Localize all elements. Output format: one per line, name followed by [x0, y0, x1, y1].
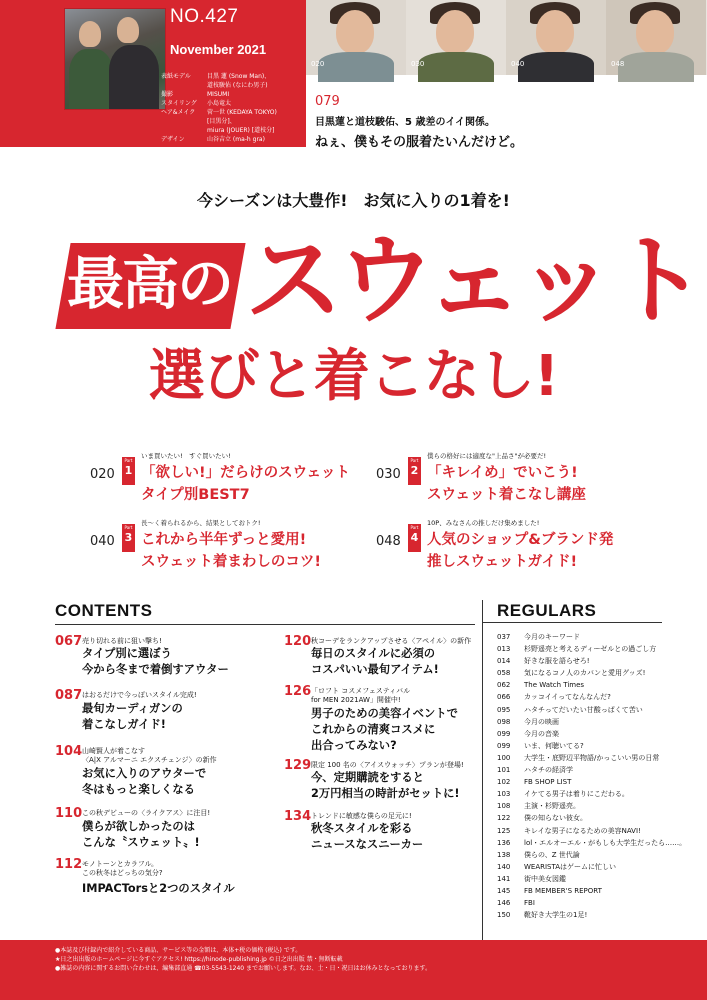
photo-number: 020	[311, 60, 325, 68]
cover-thumbnail	[64, 8, 166, 110]
contents-page: 067	[55, 634, 83, 649]
contents-title-line: 出合ってみない?	[311, 739, 397, 752]
part-1[interactable]	[90, 451, 380, 501]
contents-title-line: タイプ別に選ぼう	[82, 647, 172, 660]
feature-title-b: スウェット	[245, 224, 702, 338]
photo-strip	[306, 0, 707, 75]
photo-040	[506, 0, 606, 75]
contents-lead: トレンドに敏感な僕らの足元に!	[311, 812, 412, 820]
credit-value: 小島竜太	[207, 100, 232, 107]
regulars-heading: REGULARS	[497, 601, 597, 620]
credit-value: 菅一世 (KEDAYA TOKYO)	[207, 109, 277, 116]
contents-page: 129	[284, 758, 312, 773]
contents-rule	[55, 624, 475, 625]
credit-value: [目黒分]、	[207, 118, 236, 125]
part-4[interactable]	[376, 518, 676, 568]
credit-key	[161, 81, 201, 90]
regular-item[interactable]: 103 イケてる男子は着りにこだわる。	[497, 790, 629, 799]
contents-lead: for MEN 2021AW」開催中!	[311, 696, 401, 704]
regular-item[interactable]: 102 FB SHOP LIST	[497, 778, 572, 787]
contents-heading: CONTENTS	[55, 601, 153, 620]
regular-item[interactable]: 062 The Watch Times	[497, 681, 585, 690]
credit-value: MISUMI	[207, 91, 230, 98]
part-badge: Part 2	[408, 457, 421, 485]
contents-title-line: 2万円相当の時計がセットに!	[311, 787, 460, 800]
credit-value: 山谷吉立 (ma-h gra)	[207, 136, 265, 143]
regulars-rule	[482, 622, 662, 623]
regular-item[interactable]: 145 FB MEMBER'S REPORT	[497, 886, 602, 895]
part-lead: 10P、みなさんの推しだけ集めました!	[427, 519, 540, 527]
feature-title-c: 選びと着こなし!	[148, 344, 559, 409]
contents-page: 120	[284, 634, 312, 649]
photo-030	[406, 0, 506, 75]
feature-kicker: 今シーズンは大豊作! お気に入りの1着を!	[197, 191, 510, 210]
footer-note: ●本誌及び付録内で紹介している商品、サービス等の金額は、本体+税の価格 (税込) です。	[55, 947, 302, 954]
credit-value: 目黒 蓮 (Snow Man)、	[207, 73, 271, 80]
contents-title-line: 男子のための美容イベントで	[311, 707, 458, 720]
contents-title-line: 秋冬スタイルを彩る	[311, 822, 413, 835]
part-title: 人気のショップ&ブランド発 推しスウェットガイド!	[427, 532, 614, 570]
part-3[interactable]	[90, 518, 380, 568]
contents-title-line: 今、定期購読をすると	[311, 771, 424, 784]
photo-number: 030	[411, 60, 425, 68]
regular-item[interactable]: 122 僕の知らない彼女。	[497, 814, 587, 823]
credit-key: 撮影	[161, 91, 174, 98]
contents-lead: 〈A|X アルマーニ エクスチェンジ〉の新作	[82, 756, 217, 764]
contents-lead: 限定 100 名の〈アイスウォッチ〉プランが登場!	[311, 761, 464, 769]
contents-item[interactable]	[55, 688, 265, 736]
contents-item[interactable]	[55, 857, 265, 903]
part-badge: Part 3	[122, 524, 135, 552]
regular-item[interactable]: 013 杉野遥亮と考えるディーゼルとの過ごし方	[497, 645, 657, 654]
regular-item[interactable]: 146 FBI	[497, 899, 535, 908]
regular-item[interactable]: 014 好きな服を語らせろ!	[497, 657, 590, 666]
part-lead: いま買いたい! すぐ買いたい!	[141, 452, 231, 460]
contents-page: 087	[55, 688, 83, 703]
credit-key	[161, 126, 201, 135]
contents-item[interactable]	[284, 758, 494, 806]
footer-note: ●雑誌の内容に関するお問い合わせは、編集部直通 ☎03-5543-1240 までお願いします。なお、土・日・祝日はお休みとなっております。	[55, 965, 432, 972]
contents-title-line: コスパいい最旬アイテム!	[311, 663, 439, 676]
regular-item[interactable]: 058 気になるコノ人のカバンと愛用グッズ!	[497, 669, 646, 678]
credit-key: デザイン	[161, 136, 185, 143]
contents-lead: この秋冬はどっちの気分?	[82, 869, 163, 877]
contents-item[interactable]	[55, 806, 265, 854]
contents-title-line: ニュースなスニーカー	[311, 838, 424, 851]
photo-048	[606, 0, 706, 75]
photo-number: 048	[611, 60, 625, 68]
regular-item[interactable]: 100 大学生・底野辺平物語/かっこいい男の日常	[497, 753, 660, 762]
feature-title-a: 最高の	[67, 251, 232, 317]
credit-key: スタイリング	[161, 100, 197, 107]
contents-title-line: 最旬カーディガンの	[82, 702, 183, 715]
part-page: 040	[90, 534, 115, 549]
contents-title-line: IMPACTorsと2つのスタイル	[82, 882, 235, 895]
part-page: 048	[376, 534, 401, 549]
part-lead: 長〜く着られるから、結果としておトク!	[141, 519, 261, 527]
part-2[interactable]	[376, 451, 676, 501]
contents-title-line: 冬はもっと楽しくなる	[82, 783, 195, 796]
story-page-number: 079	[315, 94, 340, 109]
part-badge: Part 4	[408, 524, 421, 552]
part-lead: 僕らの格好には適度な"上品さ"が必要だ!	[427, 452, 547, 460]
contents-page: 134	[284, 809, 312, 824]
regular-item[interactable]: 136 lol・エルオーエル・がもしも大学生だったら……。	[497, 838, 687, 847]
cover-credits	[161, 72, 306, 144]
part-badge: Part 1	[122, 457, 135, 485]
contents-item[interactable]	[284, 809, 494, 857]
contents-title-line: お気に入りのアウターで	[82, 767, 207, 780]
contents-lead: 売り切れる前に狙い撃ち!	[82, 637, 162, 645]
contents-lead: 山崎賢人が着こなす	[82, 747, 145, 755]
part-page: 020	[90, 467, 115, 482]
contents-item[interactable]	[284, 634, 494, 682]
contents-title-line: 着こなしガイド!	[82, 718, 166, 731]
footer-notes	[55, 946, 431, 973]
regular-item[interactable]: 138 僕らの、Z 世代論	[497, 850, 580, 859]
contents-page: 112	[55, 857, 83, 872]
regular-item[interactable]: 099 いま、何聴いてる?	[497, 741, 584, 750]
contents-lead: モノトーンとカラフル。	[82, 860, 158, 868]
contents-page: 104	[55, 744, 83, 759]
part-page: 030	[376, 467, 401, 482]
contents-lead: はおるだけで今っぽいスタイル完成!	[82, 691, 197, 699]
photo-number: 040	[511, 60, 525, 68]
issue-number: NO.427	[170, 6, 239, 27]
credit-key: ヘア&メイク	[161, 109, 196, 116]
regular-item[interactable]: 108 主演・杉野遥亮。	[497, 802, 580, 811]
regular-item[interactable]: 141 街中美女図鑑	[497, 874, 566, 883]
credit-key	[161, 117, 201, 126]
footer-note: ★日之出出版のホームページに今すぐアクセス! https://hinode-publishing.jp ©日之出出版 禁・無断転載	[55, 956, 343, 963]
regular-item[interactable]: 037 今月のキーワード	[497, 633, 580, 641]
regular-item[interactable]: 095 ハタチってだいたい甘酸っぱくて苦い	[497, 705, 643, 714]
regular-item[interactable]: 099 今月の音楽	[497, 729, 559, 738]
contents-title-line: 僕らが欲しかったのは	[82, 820, 195, 833]
contents-page: 110	[55, 806, 83, 821]
contents-title-line: 毎日のスタイルに必須の	[311, 647, 436, 660]
contents-item[interactable]	[284, 684, 494, 756]
regulars-list	[497, 631, 702, 921]
contents-title-line: これからの清爽コスメに	[311, 723, 436, 736]
story-subtitle: 目黒蓮と道枝駿佑、5 歳差のイイ関係。	[315, 117, 495, 128]
contents-lead: 「ロフト コスメフェスティバル	[311, 687, 411, 695]
regular-item[interactable]: 125 キレイな男子になるための美容NAVI!	[497, 826, 641, 835]
regular-item[interactable]: 098 今月の映画	[497, 717, 559, 726]
contents-item[interactable]	[55, 634, 265, 682]
regular-item[interactable]: 101 ハタチの経済学	[497, 766, 573, 775]
credit-value: miura (JOUER) [道枝分]	[207, 127, 275, 134]
contents-item[interactable]	[55, 744, 265, 802]
part-title: 「欲しい!」だらけのスウェット タイプ別BEST7	[141, 465, 351, 503]
part-title: 「キレイめ」でいこう! スウェット着こなし講座	[427, 465, 586, 503]
regular-item[interactable]: 140 WEARISTAはゲームに忙しい	[497, 862, 617, 871]
photo-020	[306, 0, 406, 75]
credit-key: 表紙モデル	[161, 73, 191, 80]
credit-value: 道枝駿佑 (なにわ男子)	[207, 82, 268, 89]
contents-title-line: 今から冬まで着倒すアウター	[82, 663, 229, 676]
contents-lead: この秋デビューの〈ライクアス〉に注目!	[82, 809, 211, 817]
contents-title-line: こんな〝スウェット〟!	[82, 836, 200, 849]
story-title: ねぇ、僕もその服着たいんだけど。	[315, 135, 524, 150]
contents-page: 126	[284, 684, 312, 699]
part-title: これから半年ずっと愛用! スウェット着まわしのコツ!	[141, 532, 322, 570]
regular-item[interactable]: 066 カッコイイってなんなんだ?	[497, 693, 611, 702]
regular-item[interactable]: 150 靴好き大学生の1足!	[497, 911, 588, 920]
issue-month: November 2021	[170, 42, 267, 57]
contents-lead: 秋コーデをランクアップさせる〈アペイル〉の新作	[311, 637, 472, 645]
